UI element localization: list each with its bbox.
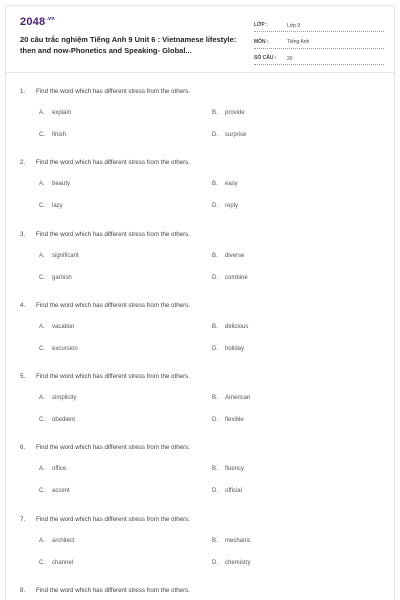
option-letter: A.: [39, 323, 45, 330]
question-text: [20, 302, 190, 309]
answer-option[interactable]: [212, 203, 238, 209]
logo-text: 2048: [20, 16, 46, 28]
question-item: [6, 225, 394, 296]
answer-option[interactable]: [212, 538, 251, 544]
question-item: [6, 153, 394, 224]
answer-option[interactable]: [212, 110, 245, 116]
question-item: [6, 510, 394, 581]
answer-option[interactable]: [212, 560, 251, 566]
option-letter: D.: [212, 488, 218, 495]
option-text: fluency: [225, 466, 245, 473]
answer-option[interactable]: [212, 466, 244, 472]
answer-option[interactable]: [212, 346, 244, 352]
question-text: [20, 516, 190, 523]
option-text: office: [52, 466, 67, 473]
question-text: [20, 444, 190, 451]
document-title: 20 câu trắc nghiệm Tiếng Anh 9 Unit 6 : Vietnamese lifestyle: then and now-Phonetics and Speaking- Global...: [20, 35, 237, 55]
question-prompt: Find the word which has different stress from the others.: [36, 515, 190, 523]
option-letter: B.: [212, 181, 218, 188]
answer-option[interactable]: [212, 324, 248, 330]
option-text: official: [225, 488, 242, 495]
option-letter: A.: [39, 181, 45, 188]
question-prompt: Find the word which has different stress from the others.: [36, 587, 190, 595]
option-text: provide: [225, 110, 245, 116]
answer-option[interactable]: [39, 324, 74, 330]
question-prompt: Find the word which has different stress from the others.: [36, 301, 190, 309]
answer-option[interactable]: [39, 203, 63, 209]
question-number: 5.: [20, 373, 26, 381]
answer-option[interactable]: [39, 395, 76, 401]
option-letter: C.: [39, 132, 45, 138]
option-text: chemistry: [225, 559, 251, 566]
option-text: surprise: [225, 132, 247, 138]
answer-option[interactable]: [39, 417, 75, 423]
answer-option[interactable]: [212, 395, 250, 401]
question-prompt: Find the word which has different stress from the others.: [36, 373, 190, 381]
answer-option[interactable]: [39, 181, 70, 187]
option-text: flexible: [225, 417, 244, 424]
question-text: [20, 587, 190, 594]
answer-option[interactable]: [212, 181, 238, 187]
option-letter: C.: [39, 417, 45, 424]
document-meta: [254, 21, 384, 71]
question-list: [6, 73, 394, 600]
answer-option[interactable]: [39, 275, 72, 281]
option-text: easy: [225, 181, 238, 188]
document-header: [6, 6, 394, 72]
question-text: [20, 231, 190, 238]
option-letter: C.: [39, 274, 45, 281]
option-letter: A.: [39, 110, 45, 116]
answer-option[interactable]: [39, 346, 78, 352]
option-letter: D.: [212, 274, 218, 281]
question-number: 3.: [20, 230, 26, 238]
question-number: 1.: [20, 88, 26, 95]
question-item: [6, 296, 394, 367]
answer-option[interactable]: [39, 538, 75, 544]
answer-option[interactable]: [212, 488, 242, 494]
question-item: [6, 438, 394, 509]
option-text: excursion: [52, 345, 78, 352]
option-text: reply: [225, 203, 239, 210]
question-item: [6, 82, 394, 153]
option-text: mechanic: [225, 537, 251, 544]
option-letter: B.: [212, 537, 218, 544]
option-text: garnish: [52, 274, 72, 281]
meta-label: LỚP :: [254, 22, 268, 28]
question-number: 6.: [20, 444, 26, 452]
question-prompt: Find the word which has different stress from the others.: [36, 230, 190, 238]
meta-row-subject: [254, 38, 384, 49]
option-text: delicious: [225, 323, 249, 330]
site-logo[interactable]: [20, 16, 55, 28]
option-letter: C.: [39, 203, 45, 210]
question-text: [20, 88, 190, 95]
option-letter: A.: [39, 395, 45, 402]
option-text: beauty: [52, 181, 71, 188]
question-text: [20, 159, 190, 166]
option-text: explain: [52, 110, 72, 116]
option-letter: D.: [212, 559, 218, 566]
answer-option[interactable]: [212, 275, 248, 281]
question-number: 4.: [20, 301, 26, 309]
answer-option[interactable]: [39, 466, 66, 472]
answer-option[interactable]: [39, 253, 79, 259]
question-item: [6, 581, 394, 600]
option-text: significant: [52, 252, 79, 259]
meta-value: 20: [287, 55, 293, 62]
option-letter: B.: [212, 466, 218, 473]
option-text: diverse: [225, 252, 245, 259]
answer-option[interactable]: [212, 417, 244, 423]
option-text: American: [225, 395, 251, 402]
option-letter: B.: [212, 323, 218, 330]
option-text: accent: [52, 488, 70, 495]
option-letter: D.: [212, 345, 218, 352]
answer-option[interactable]: [212, 132, 246, 138]
option-text: holiday: [225, 345, 245, 352]
answer-option[interactable]: [212, 253, 244, 259]
answer-option[interactable]: [39, 132, 66, 138]
option-letter: C.: [39, 559, 45, 566]
option-letter: A.: [39, 537, 45, 544]
option-letter: D.: [212, 203, 218, 210]
option-text: finish: [52, 132, 67, 138]
meta-label: SỐ CÂU :: [254, 55, 277, 61]
option-letter: B.: [212, 110, 218, 116]
option-text: obedient: [52, 417, 76, 424]
document-page: [5, 5, 395, 600]
meta-value: Tiếng Anh: [287, 39, 310, 45]
option-letter: C.: [39, 345, 45, 352]
meta-value: Lớp 9: [287, 22, 301, 29]
option-letter: A.: [39, 466, 45, 473]
meta-row-count: [254, 54, 384, 65]
question-prompt: Find the word which has different stress from the others.: [36, 159, 190, 167]
option-letter: B.: [212, 252, 218, 259]
option-text: combine: [225, 274, 248, 281]
question-text: [20, 373, 190, 380]
answer-option[interactable]: [39, 488, 70, 494]
question-item: [6, 367, 394, 438]
question-number: 7.: [20, 515, 26, 523]
question-number: 2.: [20, 159, 26, 167]
option-letter: D.: [212, 132, 218, 138]
question-prompt: Find the word which has different stress from the others.: [36, 88, 190, 95]
option-letter: C.: [39, 488, 45, 495]
option-letter: A.: [39, 252, 45, 259]
option-letter: D.: [212, 417, 218, 424]
question-prompt: Find the word which has different stress from the others.: [36, 444, 190, 452]
option-text: simplicity: [52, 395, 77, 402]
answer-option[interactable]: [39, 110, 71, 116]
meta-row-class: [254, 21, 384, 32]
meta-label: MÔN :: [254, 38, 269, 45]
logo-suffix: .vn: [46, 16, 55, 22]
question-number: 8.: [20, 587, 26, 595]
option-text: architect: [52, 537, 75, 544]
option-text: channel: [52, 559, 74, 566]
option-text: lazy: [52, 203, 63, 210]
answer-option[interactable]: [39, 560, 73, 566]
option-text: vacation: [52, 323, 75, 330]
option-letter: B.: [212, 395, 218, 402]
